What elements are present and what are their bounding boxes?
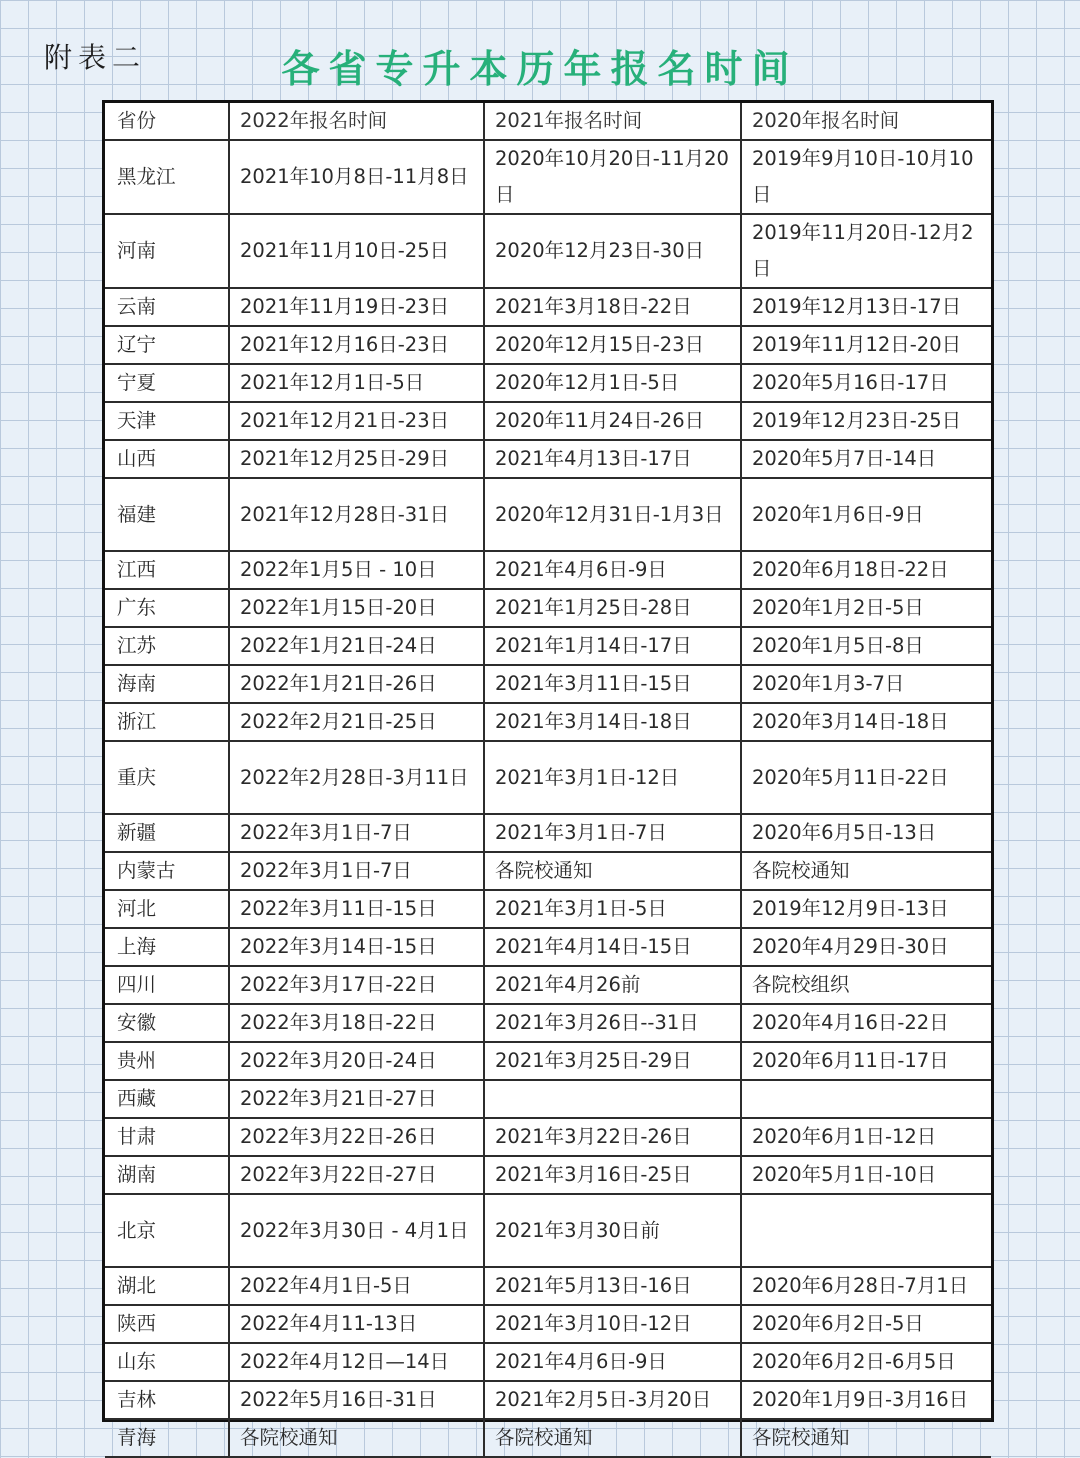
cell-2021: 2021年3月1日-7日 [484,814,741,852]
cell-2020: 2020年4月29日-30日 [741,928,991,966]
cell-province: 贵州 [105,1042,229,1080]
cell-province: 湖北 [105,1267,229,1305]
cell-province: 江西 [105,551,229,589]
cell-province: 天津 [105,402,229,440]
cell-province: 上海 [105,928,229,966]
cell-2021: 2021年4月14日-15日 [484,928,741,966]
cell-2021: 各院校通知 [484,1419,741,1457]
cell-2020: 2020年6月2日-5日 [741,1305,991,1343]
table-row [105,1343,991,1381]
cell-2022: 2022年2月21日-25日 [229,703,484,741]
cell-province: 新疆 [105,814,229,852]
cell-2021 [484,1080,741,1118]
cell-2020: 各院校通知 [741,1419,991,1457]
cell-2022: 2021年12月28日-31日 [229,478,484,551]
cell-2022: 2022年3月17日-22日 [229,966,484,1004]
cell-2020: 2020年6月1日-12日 [741,1118,991,1156]
cell-2021: 2021年3月16日-25日 [484,1156,741,1194]
page-title: 各省专升本历年报名时间 [281,47,799,91]
cell-province: 重庆 [105,741,229,814]
cell-province: 河北 [105,890,229,928]
table-row [105,1194,991,1267]
cell-2022: 各院校通知 [229,1419,484,1457]
cell-2020: 各院校通知 [741,852,991,890]
cell-province: 黑龙江 [105,140,229,214]
cell-2020: 各院校组织 [741,966,991,1004]
cell-2020: 2020年4月16日-22日 [741,1004,991,1042]
cell-2022: 2021年12月16日-23日 [229,326,484,364]
cell-2020: 2019年11月20日-12月2日 [741,214,991,288]
cell-2020: 2020年1月3-7日 [741,665,991,703]
cell-province: 广东 [105,589,229,627]
cell-2020 [741,1080,991,1118]
cell-2020: 2020年5月16日-17日 [741,364,991,402]
cell-province: 山东 [105,1343,229,1381]
table-row [105,703,991,741]
cell-2020: 2020年5月11日-22日 [741,741,991,814]
header-2022: 2022年报名时间 [229,103,484,140]
cell-2021: 2021年4月6日-9日 [484,1343,741,1381]
cell-2020: 2020年1月5日-8日 [741,627,991,665]
cell-2020: 2019年11月12日-20日 [741,326,991,364]
table-row [105,1305,991,1343]
cell-2021: 2021年3月18日-22日 [484,288,741,326]
cell-2022: 2022年3月18日-22日 [229,1004,484,1042]
cell-2022: 2022年1月21日-24日 [229,627,484,665]
cell-province: 福建 [105,478,229,551]
cell-province: 内蒙古 [105,852,229,890]
cell-2020: 2020年6月18日-22日 [741,551,991,589]
cell-2022: 2021年10月8日-11月8日 [229,140,484,214]
cell-2022: 2022年3月22日-26日 [229,1118,484,1156]
cell-2022: 2021年11月10日-25日 [229,214,484,288]
cell-2021: 2021年4月26前 [484,966,741,1004]
cell-province: 北京 [105,1194,229,1267]
header-2020: 2020年报名时间 [741,103,991,140]
cell-province: 宁夏 [105,364,229,402]
cell-2021: 2020年12月1日-5日 [484,364,741,402]
table-row [105,402,991,440]
table-header-row [105,103,991,140]
cell-2022: 2022年1月15日-20日 [229,589,484,627]
table-row [105,1080,991,1118]
page-label: 附表二 [44,41,147,74]
cell-province: 海南 [105,665,229,703]
cell-2021: 2021年3月11日-15日 [484,665,741,703]
cell-2020: 2020年5月7日-14日 [741,440,991,478]
table-row [105,1419,991,1457]
cell-2020: 2019年12月23日-25日 [741,402,991,440]
cell-2022: 2021年12月21日-23日 [229,402,484,440]
table-row [105,1004,991,1042]
cell-province: 西藏 [105,1080,229,1118]
cell-2022: 2022年5月16日-31日 [229,1381,484,1419]
table-row [105,288,991,326]
cell-2020: 2019年12月9日-13日 [741,890,991,928]
cell-2022: 2022年3月22日-27日 [229,1156,484,1194]
table-row [105,627,991,665]
cell-2020: 2020年6月5日-13日 [741,814,991,852]
cell-2022: 2022年4月12日—14日 [229,1343,484,1381]
cell-province: 江苏 [105,627,229,665]
cell-province: 浙江 [105,703,229,741]
cell-2021: 2020年12月31日-1月3日 [484,478,741,551]
registration-table-container [102,100,994,1449]
cell-2022: 2022年3月30日 - 4月1日 [229,1194,484,1267]
table-row [105,966,991,1004]
table-row [105,589,991,627]
cell-2022: 2021年11月19日-23日 [229,288,484,326]
cell-2021: 2021年3月22日-26日 [484,1118,741,1156]
cell-province: 甘肃 [105,1118,229,1156]
table-row [105,364,991,402]
cell-2022: 2022年3月21日-27日 [229,1080,484,1118]
cell-2020: 2020年5月1日-10日 [741,1156,991,1194]
cell-2021: 2021年4月13日-17日 [484,440,741,478]
table-row [105,665,991,703]
table-row [105,852,991,890]
table-row [105,1118,991,1156]
cell-province: 云南 [105,288,229,326]
cell-2022: 2022年1月21日-26日 [229,665,484,703]
table-row [105,326,991,364]
cell-2020: 2020年1月2日-5日 [741,589,991,627]
table-row [105,928,991,966]
cell-2021: 2020年11月24日-26日 [484,402,741,440]
cell-province: 湖南 [105,1156,229,1194]
table-row [105,741,991,814]
cell-province: 吉林 [105,1381,229,1419]
cell-2020: 2019年9月10日-10月10日 [741,140,991,214]
cell-province: 四川 [105,966,229,1004]
cell-province: 青海 [105,1419,229,1457]
cell-2021: 2021年1月25日-28日 [484,589,741,627]
registration-table [105,103,991,1458]
cell-2021: 2021年3月1日-12日 [484,741,741,814]
cell-province: 河南 [105,214,229,288]
table-row [105,1267,991,1305]
header-province: 省份 [105,103,229,140]
cell-2020: 2020年3月14日-18日 [741,703,991,741]
cell-2021: 2021年3月30日前 [484,1194,741,1267]
cell-2022: 2022年4月1日-5日 [229,1267,484,1305]
cell-2022: 2022年1月5日 - 10日 [229,551,484,589]
cell-2020: 2020年6月11日-17日 [741,1042,991,1080]
cell-2022: 2022年4月11-13日 [229,1305,484,1343]
cell-2021: 各院校通知 [484,852,741,890]
cell-2022: 2022年3月11日-15日 [229,890,484,928]
cell-2020: 2020年1月6日-9日 [741,478,991,551]
cell-2021: 2021年1月14日-17日 [484,627,741,665]
table-row [105,1381,991,1419]
cell-2021: 2021年3月14日-18日 [484,703,741,741]
cell-2020: 2020年6月2日-6月5日 [741,1343,991,1381]
table-row [105,478,991,551]
cell-2022: 2022年3月1日-7日 [229,852,484,890]
cell-2021: 2021年3月26日--31日 [484,1004,741,1042]
table-row [105,1042,991,1080]
cell-2021: 2021年4月6日-9日 [484,551,741,589]
cell-2020: 2020年1月9日-3月16日 [741,1381,991,1419]
cell-2022: 2022年2月28日-3月11日 [229,741,484,814]
cell-2021: 2020年10月20日-11月20日 [484,140,741,214]
table-row [105,214,991,288]
cell-province: 山西 [105,440,229,478]
cell-2021: 2021年3月1日-5日 [484,890,741,928]
cell-2021: 2020年12月15日-23日 [484,326,741,364]
cell-2021: 2021年3月25日-29日 [484,1042,741,1080]
header-2021: 2021年报名时间 [484,103,741,140]
cell-2022: 2021年12月25日-29日 [229,440,484,478]
cell-2021: 2021年2月5日-3月20日 [484,1381,741,1419]
table-row [105,890,991,928]
table-row [105,140,991,214]
cell-2022: 2022年3月14日-15日 [229,928,484,966]
cell-province: 陕西 [105,1305,229,1343]
cell-2020: 2020年6月28日-7月1日 [741,1267,991,1305]
table-row [105,440,991,478]
table-row [105,1156,991,1194]
cell-2021: 2021年5月13日-16日 [484,1267,741,1305]
cell-2021: 2020年12月23日-30日 [484,214,741,288]
cell-2022: 2022年3月1日-7日 [229,814,484,852]
cell-2021: 2021年3月10日-12日 [484,1305,741,1343]
cell-2022: 2021年12月1日-5日 [229,364,484,402]
cell-province: 安徽 [105,1004,229,1042]
table-row [105,551,991,589]
table-row [105,814,991,852]
cell-2020 [741,1194,991,1267]
cell-2020: 2019年12月13日-17日 [741,288,991,326]
cell-province: 辽宁 [105,326,229,364]
cell-2022: 2022年3月20日-24日 [229,1042,484,1080]
